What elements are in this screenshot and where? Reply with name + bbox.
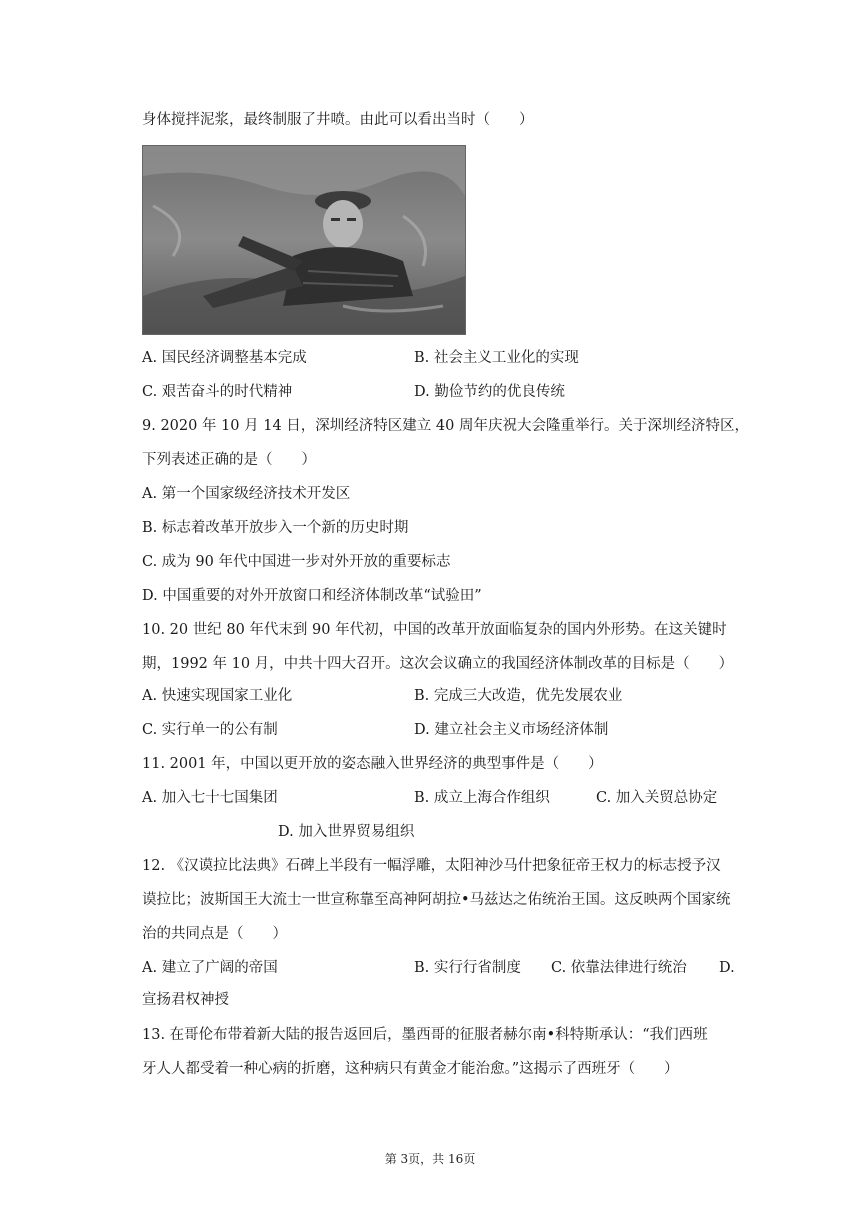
q10-option-c: C. 实行单一的公有制 [142, 722, 278, 738]
q12-option-d-text: 宣扬君权神授 [142, 992, 229, 1008]
q12-option-b: B. 实行行省制度 [414, 960, 521, 976]
q9-option-b: B. 标志着改革开放步入一个新的历史时期 [142, 520, 409, 536]
q11-option-b: B. 成立上海合作组织 [414, 790, 550, 806]
q9-option-a: A. 第一个国家级经济技术开发区 [142, 486, 351, 502]
q12-option-d-label: D. [719, 960, 735, 976]
q9-option-c: C. 成为 90 年代中国进一步对外开放的重要标志 [142, 554, 451, 570]
q10-option-b: B. 完成三大改造，优先发展农业 [414, 688, 623, 704]
q9-stem-line-2: 下列表述正确的是（ ） [142, 452, 316, 468]
q8-option-a: A. 国民经济调整基本完成 [142, 350, 307, 366]
q10-stem-line-2: 期，1992 年 10 月，中共十四大召开。这次会议确立的我国经济体制改革的目标是（ ） [142, 656, 734, 672]
q10-option-a: A. 快速实现国家工业化 [142, 688, 293, 704]
q11-option-a: A. 加入七十七国集团 [142, 790, 278, 806]
q11-option-c: C. 加入关贸总协定 [596, 790, 718, 806]
q12-option-a: A. 建立了广阔的帝国 [142, 960, 278, 976]
q10-option-d: D. 建立社会主义市场经济体制 [414, 722, 609, 738]
q8-stem-tail: 身体搅拌泥浆，最终制服了井喷。由此可以看出当时（ ） [142, 112, 534, 128]
q11-stem: 11. 2001 年，中国以更开放的姿态融入世界经济的典型事件是（ ） [142, 756, 603, 772]
oilfield-worker-photo [142, 145, 466, 335]
q11-option-d: D. 加入世界贸易组织 [278, 824, 415, 840]
q12-stem-line-3: 治的共同点是（ ） [142, 926, 287, 942]
q8-option-c: C. 艰苦奋斗的时代精神 [142, 384, 293, 400]
q9-stem-line-1: 9. 2020 年 10 月 14 日，深圳经济特区建立 40 周年庆祝大会隆重举行。关于深圳经济特区， [142, 418, 749, 434]
q9-option-d: D. 中国重要的对外开放窗口和经济体制改革“试验田” [142, 588, 482, 604]
q12-stem-line-2: 谟拉比；波斯国王大流士一世宣称靠至高神阿胡拉•马兹达之佑统治王国。这反映两个国家统 [142, 892, 731, 908]
q12-option-c: C. 依靠法律进行统治 [551, 960, 687, 976]
page-footer: 第 3页，共 16页 [384, 1152, 476, 1166]
q13-stem-line-1: 13. 在哥伦布带着新大陆的报告返回后，墨西哥的征服者赫尔南•科特斯承认：“我们西班 [142, 1027, 708, 1043]
q12-stem-line-1: 12. 《汉谟拉比法典》石碑上半段有一幅浮雕，太阳神沙马什把象征帝王权力的标志授予汉 [142, 858, 721, 874]
q13-stem-line-2: 牙人人都受着一种心病的折磨，这种病只有黄金才能治愈。”这揭示了西班牙（ ） [142, 1061, 679, 1077]
q8-option-d: D. 勤俭节约的优良传统 [414, 384, 565, 400]
q8-option-b: B. 社会主义工业化的实现 [414, 350, 579, 366]
q10-stem-line-1: 10. 20 世纪 80 年代末到 90 年代初，中国的改革开放面临复杂的国内外形势。在这关键时 [142, 622, 727, 638]
